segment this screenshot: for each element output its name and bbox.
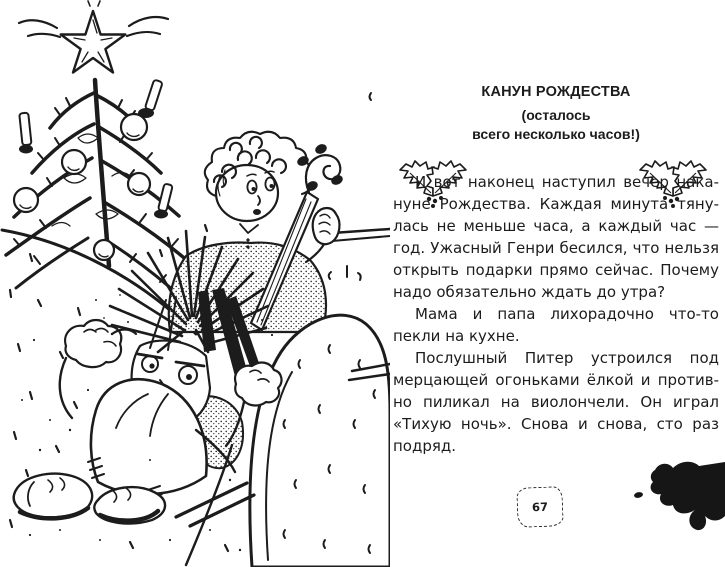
text-line: Мама и папа лихорадочно что-то [415,305,719,323]
chapter-subtitle-line1: (осталось [521,107,591,123]
page-number: 67 [516,486,563,528]
text-line: подряд. [393,437,457,455]
chapter-subtitle-line2: всего несколько часов!) [472,126,640,142]
text-line: И вот наконец наступил вечер нака- [415,173,719,191]
body-text [393,171,719,457]
text-line: открыть подарки прямо сейчас. Почему [393,261,719,279]
chapter-header [393,84,719,144]
armchair [250,315,390,567]
text-line: «Тихую ночь». Снова и снова, сто раз [393,415,719,433]
christmas-tree [6,1,190,298]
text-line: Послушный Питер устроился под [415,349,719,367]
chapter-title: КАНУН РОЖДЕСТВА [481,84,631,100]
text-line: но пиликал на виолончели. Он играл [393,393,719,411]
text-line: лась не меньше часа, а каждый час — [393,217,719,235]
wall-lines [318,93,390,280]
text-line: нуне Рождества. Каждая минута тяну- [393,195,719,213]
text-line: мерцающей огоньками ёлкой и против- [393,371,719,389]
chapter-subtitle [393,106,719,144]
text-line: год. Ужасный Генри бесился, что нельзя [393,239,719,257]
text-line: пекли на кухне. [393,327,520,345]
ink-blot-icon [633,458,725,536]
star-icon [19,1,168,73]
text-line: надо обязательно ждать до утра? [393,283,666,301]
